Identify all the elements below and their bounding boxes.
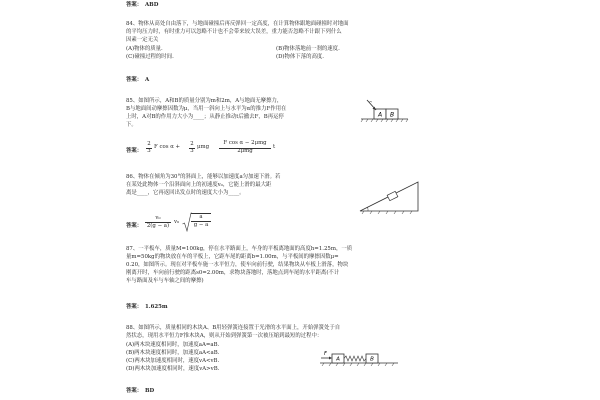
- q88-figure: [318, 349, 400, 367]
- block-b-label: B: [389, 111, 395, 119]
- q87-stem-line: 87、一平板车，质量M=100kg，停在水平路面上，车身的平板离地面的高度h=1.25m，一质: [126, 246, 353, 252]
- q88-stem-line: 然状态，现用水平恒力F推木块A，则从开始到弹簧第一次被压缩到最短的过程中：: [126, 333, 323, 339]
- fraction-denominator: g − a: [193, 222, 209, 228]
- q86-stem-line: 离是____，它再返回出发点时的速度大小为____。: [126, 190, 245, 196]
- q84-option-b: (B)物体落地前一刹的速度.: [276, 46, 340, 52]
- q85-stem-line: 下。: [126, 122, 137, 128]
- answer-label: 答案：: [126, 304, 143, 310]
- q84-option-d: (D)物体下落的高度.: [276, 54, 324, 60]
- q88-option-d: (D)两木块加速度相同时，速度vA>vB.: [126, 366, 220, 372]
- q88-option-a: (A)两木块速度相同时，加速度aA=aB.: [126, 342, 220, 348]
- fraction-numerator: a: [199, 214, 203, 220]
- q84-option-a: (A)物体的质量.: [126, 46, 163, 52]
- q84-stem-line: 的平均压力时，有时重力可以忽略不计也不会带来较大误差，重力能否忽略不计跟下列什么: [126, 29, 342, 35]
- formula-term: F cos α +: [154, 144, 181, 150]
- fraction-denominator: 3: [147, 148, 151, 154]
- q84-stem-line: 84、物体从高处自由落下，与地面碰撞后再反弹回一定高度，在计算物体跟地面碰撞时对地面: [126, 21, 349, 27]
- formula-term: μmg: [197, 144, 210, 150]
- answer-label: 答案：: [126, 77, 143, 83]
- q86-stem-line: 在某处此物体一个沿斜面向上的初速度v₀，它能上滑的最大距: [126, 182, 272, 188]
- fraction-denominator: 2μmg: [237, 148, 253, 154]
- spring: [344, 356, 366, 361]
- q87-stem-line: 量m=50kg的物块放在车的平板上，它距车尾的距离b=1.00m，与平板间的摩擦因数μ=: [126, 254, 339, 260]
- fraction-numerator: 2: [147, 141, 151, 147]
- q88-answer: BD: [145, 388, 155, 394]
- fraction-denominator: 3: [190, 148, 194, 154]
- answer-label: 答案：: [126, 223, 143, 229]
- q84-answer: A: [145, 77, 150, 83]
- q87-stem-line: 0.20，如图所示。现在对平板车施一水平恒力，使车向前行驶，结果物块从车板上滑落，物块: [126, 262, 349, 268]
- angle-arc: [369, 102, 372, 103]
- fraction-denominator: 2(g − a): [146, 223, 170, 229]
- q87-stem-line: 车与路面及车与车轴之间的摩擦): [126, 278, 204, 284]
- q83-answer: ABD: [145, 2, 159, 8]
- q88-option-c: (C)两木块加速度相同时，速度vA<vB.: [126, 358, 220, 364]
- answer-label: 答案：: [126, 2, 143, 8]
- q85-figure: [360, 94, 410, 126]
- answer-label: 答案：: [126, 388, 143, 394]
- fraction-numerator: v₀: [155, 215, 161, 221]
- fraction-numerator: F cos α − 2μmg: [223, 140, 267, 146]
- q88-option-b: (B)两木块速度相同时，加速度aA<aB.: [126, 350, 220, 356]
- q84-option-c: (C)碰撞过程的时间.: [126, 54, 174, 60]
- q85-stem-line: 85、如图所示，A和B的质量分别为m和2m，A与地面无摩擦力，: [126, 98, 283, 104]
- q84-stem-line: 因素一定无关: [126, 37, 159, 43]
- q87-answer: 1.625m: [145, 304, 168, 310]
- formula-term: t: [273, 144, 276, 150]
- block-b-label: B: [370, 356, 374, 363]
- block-a-label: A: [377, 111, 383, 119]
- fraction-numerator: 2: [190, 141, 194, 147]
- q86-stem-line: 86、物体在倾角为30°的斜面上，能够以加速度a匀加速下滑。若: [126, 174, 281, 180]
- answer-label: 答案：: [126, 148, 143, 154]
- q88-stem-line: 88、如图所示，质量相同的木块A、B用轻弹簧连接置于光滑的水平面上，开始弹簧处于自: [126, 325, 341, 331]
- force-label: F: [324, 351, 327, 357]
- q87-stem-line: 刚离开时，车向前行驶的距离s0=2.00m，求物块落地时，落地点到车尾的水平距离(不计: [126, 270, 340, 276]
- arrow-head: [329, 357, 332, 360]
- formula-term: v₀: [174, 219, 180, 225]
- q85-stem-line: 上时，A对B的作用力大小为____；从静止推动t后撤去F，B再运停: [126, 114, 284, 120]
- block-a-label: A: [336, 356, 340, 363]
- q86-figure: [358, 172, 420, 214]
- q85-stem-line: B与地面间动摩擦因数为μ，当用一斜向上与水平为α的推力F作用在: [126, 106, 287, 112]
